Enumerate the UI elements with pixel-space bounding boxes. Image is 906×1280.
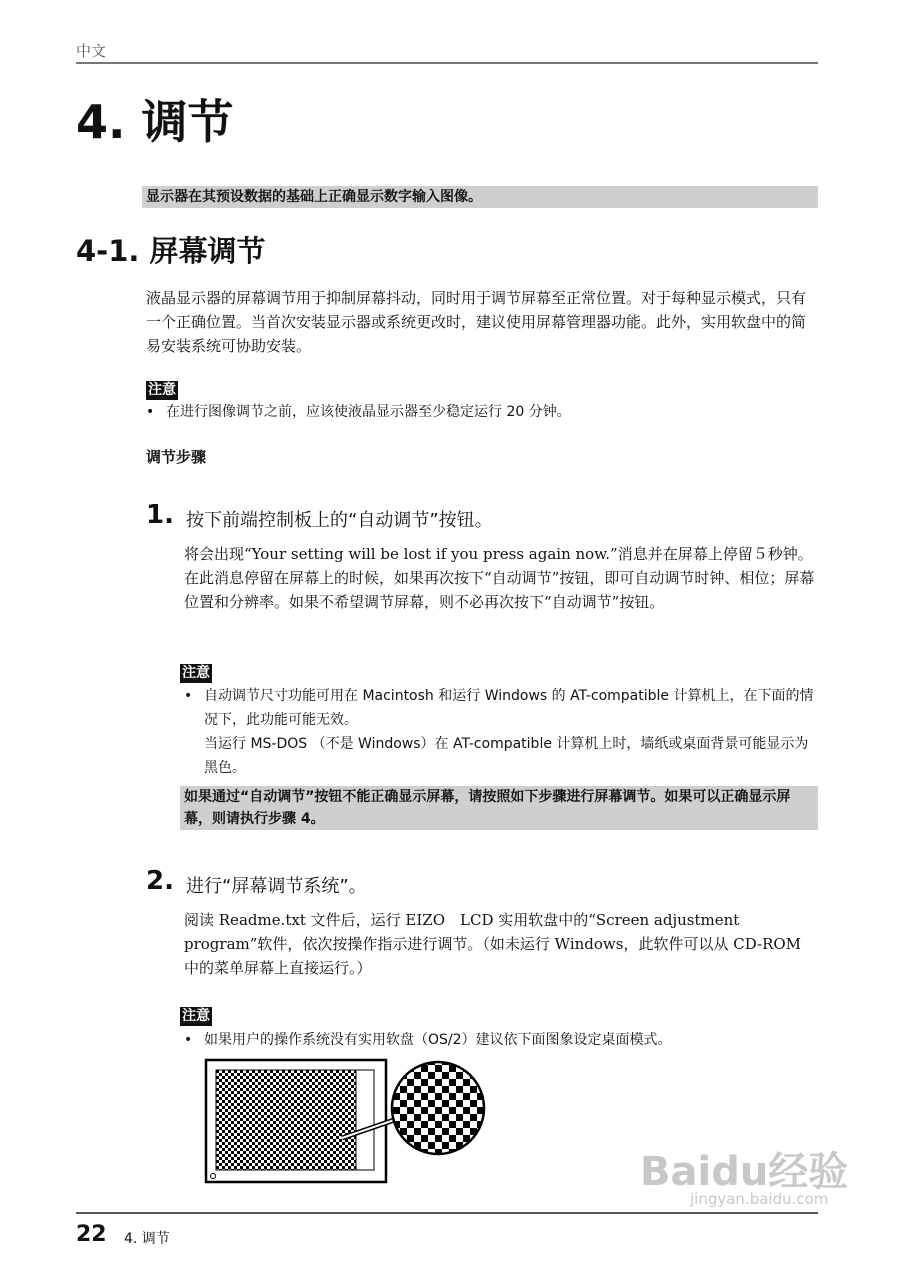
procedure-label: 调节步骤 (146, 448, 207, 466)
page-number: 22 (76, 1222, 107, 1247)
chapter-title: 4. 调节 (76, 95, 234, 149)
section-title: 4-1. 屏幕调节 (76, 234, 266, 268)
note-label: 注意 (148, 382, 176, 398)
header-language: 中文 (76, 42, 107, 60)
monitor-icon (206, 1060, 386, 1182)
note-bullet-text: 在进行图像调节之前，应该使液晶显示器至少稳定运行 20 分钟。 (166, 404, 571, 420)
bullet-dot: • (184, 1032, 193, 1048)
bullet-dot: • (184, 688, 193, 704)
checkerboard-illustration (204, 1058, 504, 1186)
step-1-bar: 如果通过“自动调节”按钮不能正确显示屏幕，请按照如下步骤进行屏幕调节。如果可以正确显示屏幕，则请执行步骤 4。 (180, 786, 818, 830)
step-1-title: 按下前端控制板上的“自动调节”按钮。 (186, 510, 493, 531)
watermark-url: jingyan.baidu.com (690, 1190, 829, 1208)
footer-section: 4. 调节 (124, 1231, 170, 1247)
magnified-circle (392, 1062, 484, 1154)
watermark-logo: Baidu经验 (640, 1149, 849, 1195)
step-2-note-text: 如果用户的操作系统没有实用软盘（OS/2）建议依下面图象设定桌面模式。 (204, 1032, 672, 1048)
section-paragraph: 液晶显示器的屏幕调节用于抑制屏幕抖动，同时用于调节屏幕至正常位置。对于每种显示模式，只有一个正确位置。当首次安装显示器或系统更改时，建议使用屏幕管理器功能。此外，实用软盘中的简易安装系统可协助安装。 (146, 289, 807, 355)
intro-bar: 显示器在其预设数据的基础上正确显示数字输入图像。 (142, 186, 818, 208)
step-2-note-label: 注意 (182, 1008, 210, 1024)
note-bullet (146, 400, 818, 424)
step-1-note-text-2: 当运行 MS-DOS （不是 Windows）在 AT-compatible 计算机上时，墙纸或桌面背景可能显示为黑色。 (204, 736, 809, 776)
step-1-number: 1. (146, 500, 174, 530)
step-1-paragraph: 将会出现“Your setting will be lost if you press again now.”消息并在屏幕上停留５秒钟。在此消息停留在屏幕上的时候，如果再次按下“自动调节”按钮，即可自动调节时钟、相位；屏幕位置和分辨率。如果不希望调节屏幕，则不必再次按下“自动调节”按钮。 (184, 545, 815, 611)
step-2-number: 2. (146, 866, 174, 896)
header-rule (76, 62, 818, 64)
step-2-paragraph: 阅读 Readme.txt 文件后，运行 EIZO LCD 实用软盘中的“Screen adjustment program”软件，依次按操作指示进行调节。（如未运行 Windows，此软件可以从 CD-ROM 中的菜单屏幕上直接运行。） (184, 911, 802, 977)
footer-rule (76, 1212, 818, 1214)
bullet-dot: • (146, 404, 155, 420)
step-1-note-text-1: 自动调节尺寸功能可用在 Macintosh 和运行 Windows 的 AT-compatible 计算机上，在下面的情况下，此功能可能无效。 (204, 688, 814, 728)
step-1-note (184, 684, 820, 780)
step-2-note (184, 1028, 820, 1052)
step-2-title: 进行“屏幕调节系统”。 (186, 876, 367, 897)
step-1-note-label: 注意 (182, 665, 210, 681)
